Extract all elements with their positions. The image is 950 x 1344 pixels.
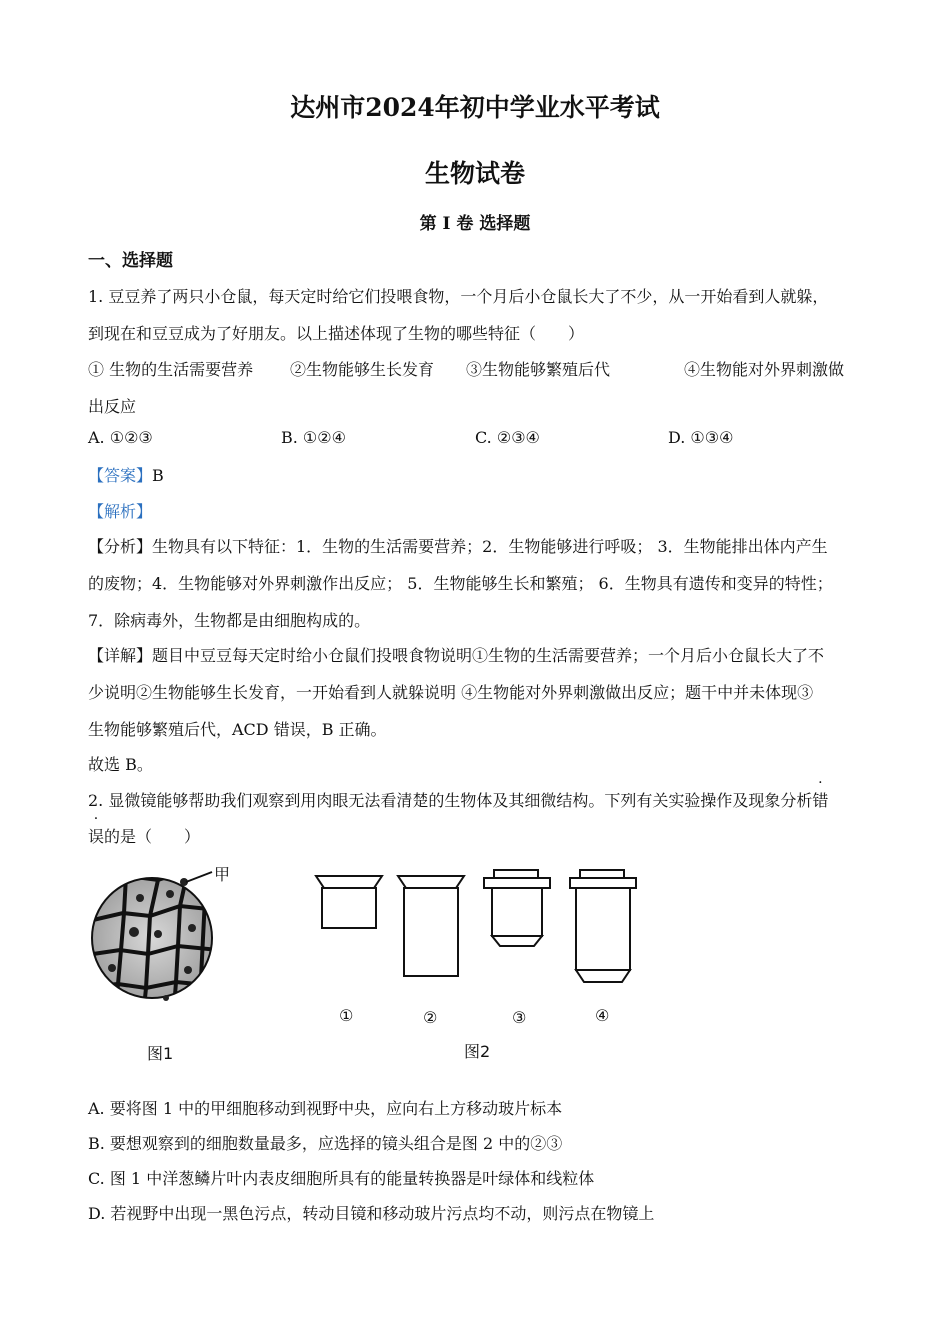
- figure2-number-2: ②: [423, 1008, 438, 1027]
- pointer-line: [186, 872, 212, 882]
- q1-detail-line2: 少说明②生物能够生长发育，一开始看到人就躲说明 ④生物能对外界刺激做出反应；题干中并未体现③: [88, 683, 814, 702]
- figure2-number-4: ④: [595, 1006, 610, 1025]
- q1-item-3: ③生物能够繁殖后代: [466, 360, 611, 379]
- lens-4-long-objective: [570, 870, 636, 982]
- answer-value: B: [152, 466, 164, 485]
- microscope-field-circle: [92, 878, 212, 998]
- figure2-number-1: ①: [339, 1006, 354, 1025]
- q1-item-4-continued: 出反应: [88, 397, 137, 416]
- q1-stem-line1: 1. 豆豆养了两只小仓鼠，每天定时给它们投喂食物，一个月后小仓鼠长大了不少，从一开始看到人就躲，: [88, 287, 829, 306]
- answer-tag: 【答案】: [88, 466, 153, 485]
- q2-stem-part2: 的是（ ）: [104, 827, 201, 846]
- q1-analysis-line3: 7．除病毒外，生物都是由细胞构成的。: [88, 611, 371, 630]
- q2-stem-emphasis-1: 错: [812, 791, 829, 810]
- volume-title: 第 I 卷 选择题: [419, 214, 531, 234]
- figure2-number-3: ③: [512, 1008, 527, 1027]
- q1-item-4: ④生物能对外界刺激做: [684, 360, 845, 379]
- figure2-caption: 图2: [464, 1042, 491, 1061]
- q1-detail-line3: 生物能够繁殖后代，ACD 错误，B 正确。: [88, 720, 387, 739]
- q1-analysis-line1: 【分析】生物具有以下特征：1．生物的生活需要营养；2．生物能够进行呼吸； 3．生物能排出体内产生: [88, 537, 828, 556]
- q1-item-2: ②生物能够生长发育: [290, 360, 435, 379]
- q1-detail-line1: 【详解】题目中豆豆每天定时给小仓鼠们投喂食物说明①生物的生活需要营养；一个月后小仓鼠长大了不: [88, 646, 825, 665]
- figure1-caption: 图1: [147, 1044, 174, 1063]
- q2-stem-part1: 2. 显微镜能够帮助我们观察到用肉眼无法看清楚的生物体及其细微结构。下列有关实验操作及现象分析: [88, 791, 813, 810]
- q2-stem-emphasis-2: 误: [88, 827, 105, 846]
- exam-title: 达州市2024年初中学业水平考试: [290, 93, 660, 122]
- lens-3-short-objective: [484, 870, 550, 946]
- figure2-lenses: [312, 866, 652, 986]
- q1-analysis-line2: 的废物；4．生物能够对外界刺激作出反应； 5．生物能够生长和繁殖； 6．生物具有遗传和变异的特性；: [88, 574, 833, 593]
- q2-stem-line1: [88, 788, 868, 811]
- q1-option-c: C. ②③④: [475, 428, 540, 447]
- q1-stem-line2: 到现在和豆豆成为了好朋友。以上描述体现了生物的哪些特征（ ）: [88, 324, 585, 343]
- q2-option-a: A. 要将图 1 中的甲细胞移动到视野中央，应向右上方移动玻片标本: [88, 1099, 563, 1118]
- q1-option-d: D. ①③④: [668, 428, 734, 447]
- q1-analysis-tag: 【解析】: [88, 502, 153, 521]
- q2-stem-line2: [88, 824, 868, 847]
- q1-answer: [88, 463, 868, 486]
- q2-option-b: B. 要想观察到的细胞数量最多，应选择的镜头组合是图 2 中的②③: [88, 1134, 563, 1153]
- lens-1-short-eyepiece: [316, 876, 382, 928]
- q1-option-b: B. ①②④: [281, 428, 346, 447]
- section-title: 一、选择题: [88, 251, 173, 271]
- q1-item-1: ① 生物的生活需要营养: [88, 360, 254, 379]
- q1-conclusion: 故选 B。: [88, 755, 153, 774]
- figure1-pointer-label: 甲: [214, 865, 231, 884]
- lens-2-long-eyepiece: [398, 876, 464, 976]
- subject-title: 生物试卷: [424, 159, 525, 188]
- q2-option-d: D. 若视野中出现一黑色污点，转动目镜和移动玻片污点均不动，则污点在物镜上: [88, 1204, 655, 1223]
- q1-option-a: A. ①②③: [88, 428, 153, 447]
- q2-option-c: C. 图 1 中洋葱鳞片叶内表皮细胞所具有的能量转换器是叶绿体和线粒体: [88, 1169, 595, 1188]
